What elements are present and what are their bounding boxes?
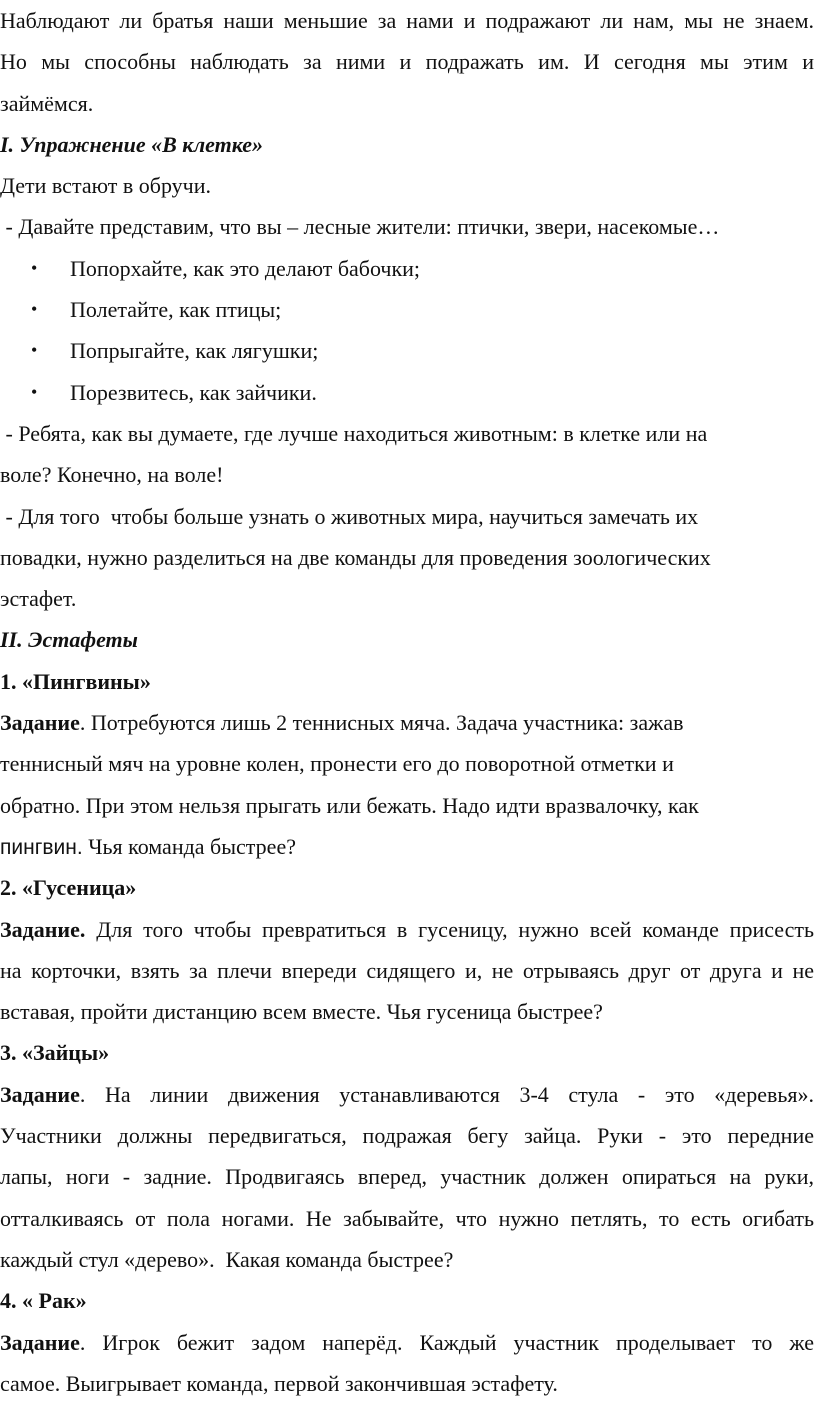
bullet-text: Порезвитесь, как зайчики. bbox=[70, 379, 317, 405]
bullet-marker: • bbox=[31, 381, 38, 402]
relay-1-line-3: обратно. При этом нельзя прыгать или бежать. Надо идти вразвалочку, как bbox=[0, 792, 699, 818]
teams-line-1: - Для того чтобы больше узнать о животных мира, научиться замечать их bbox=[0, 503, 699, 529]
task-label: Задание. bbox=[0, 916, 86, 942]
bullet-item bbox=[0, 372, 816, 413]
task-label: Задание bbox=[0, 1329, 80, 1355]
task-question: Чья команда быстрее? bbox=[82, 833, 296, 859]
relay-3-line-1 bbox=[0, 1074, 814, 1115]
relay-3-line-4: отталкиваясь от пола ногами. Не забывайте, что нужно петлять, то есть огибать bbox=[0, 1205, 814, 1231]
bullet-item bbox=[0, 248, 816, 289]
relay-4-title: 4. « Рак» bbox=[0, 1288, 87, 1314]
relay-1-line-4 bbox=[0, 826, 816, 867]
task-text: . На линии движения устанавливаются 3-4 стула - это «деревья». bbox=[79, 1081, 814, 1107]
intro-line-1: Наблюдают ли братья наши меньшие за нами и подражают ли нам, мы не знаем. bbox=[0, 8, 814, 33]
teams-line-2: повадки, нужно разделиться на две команды для проведения зоологических bbox=[0, 544, 711, 570]
bullet-item bbox=[0, 289, 816, 330]
bullet-item bbox=[0, 330, 816, 371]
bullet-marker: • bbox=[31, 340, 38, 361]
section-2-title: II. Эстафеты bbox=[0, 627, 138, 653]
task-text: Для того чтобы превратиться в гусеницу, нужно всей команде присесть bbox=[85, 916, 814, 942]
relay-2-line-3: вставая, пройти дистанцию всем вместе. Чья гусеница быстрее? bbox=[0, 999, 603, 1025]
task-label: Задание bbox=[0, 1081, 80, 1107]
task-text: . Потребуются лишь 2 теннисных мяча. Задача участника: зажав bbox=[79, 710, 684, 736]
task-label: Задание bbox=[0, 710, 80, 736]
task-text: . Игрок бежит задом наперёд. Каждый участник проделывает то же bbox=[79, 1329, 814, 1355]
bullet-text: Полетайте, как птицы; bbox=[70, 297, 282, 323]
relay-3-title: 3. «Зайцы» bbox=[0, 1040, 110, 1066]
relay-2-line-2: на корточки, взять за плечи впереди сидящего и, не отрываясь друг от друга и не bbox=[0, 957, 814, 983]
section-1-title: I. Упражнение «В клетке» bbox=[0, 131, 264, 157]
question-line-1: - Ребята, как вы думаете, где лучше находиться животным: в клетке или на bbox=[0, 420, 708, 446]
bullet-text: Попорхайте, как это делают бабочки; bbox=[70, 255, 421, 281]
question-line-2: воле? Конечно, на воле! bbox=[0, 462, 224, 488]
relay-1-title: 1. «Пингвины» bbox=[0, 668, 151, 694]
relay-2-line-1 bbox=[0, 909, 814, 950]
intro-line-2: Но мы способны наблюдать за ними и подражать им. И сегодня мы этим и bbox=[0, 49, 814, 75]
bullet-marker: • bbox=[31, 257, 38, 278]
bullet-text: Попрыгайте, как лягушки; bbox=[70, 338, 319, 364]
relay-1-line-1 bbox=[0, 702, 816, 743]
intro-line-3: займёмся. bbox=[0, 90, 94, 116]
bullet-marker: • bbox=[31, 299, 38, 320]
teams-line-3: эстафет. bbox=[0, 586, 77, 612]
relay-3-line-5: каждый стул «дерево». Какая команда быстрее? bbox=[0, 1246, 454, 1272]
relay-4-line-2: самое. Выигрывает команда, первой закончившая эстафету. bbox=[0, 1370, 558, 1396]
relay-1-line-2: теннисный мяч на уровне колен, пронести его до поворотной отметки и bbox=[0, 751, 674, 777]
relay-2-title: 2. «Гусеница» bbox=[0, 875, 137, 901]
section-1-instruction: Дети встают в обручи. bbox=[0, 173, 211, 199]
relay-3-line-3: лапы, ноги - задние. Продвигаясь вперед, участник должен опираться на руки, bbox=[0, 1164, 814, 1190]
relay-3-line-2: Участники должны передвигаться, подражая бегу зайца. Руки - это передние bbox=[0, 1123, 814, 1149]
section-1-prompt: - Давайте представим, что вы – лесные жители: птички, звери, насекомые… bbox=[0, 214, 720, 240]
task-text-sans: пингвин. bbox=[0, 835, 83, 859]
relay-4-line-1 bbox=[0, 1322, 814, 1363]
